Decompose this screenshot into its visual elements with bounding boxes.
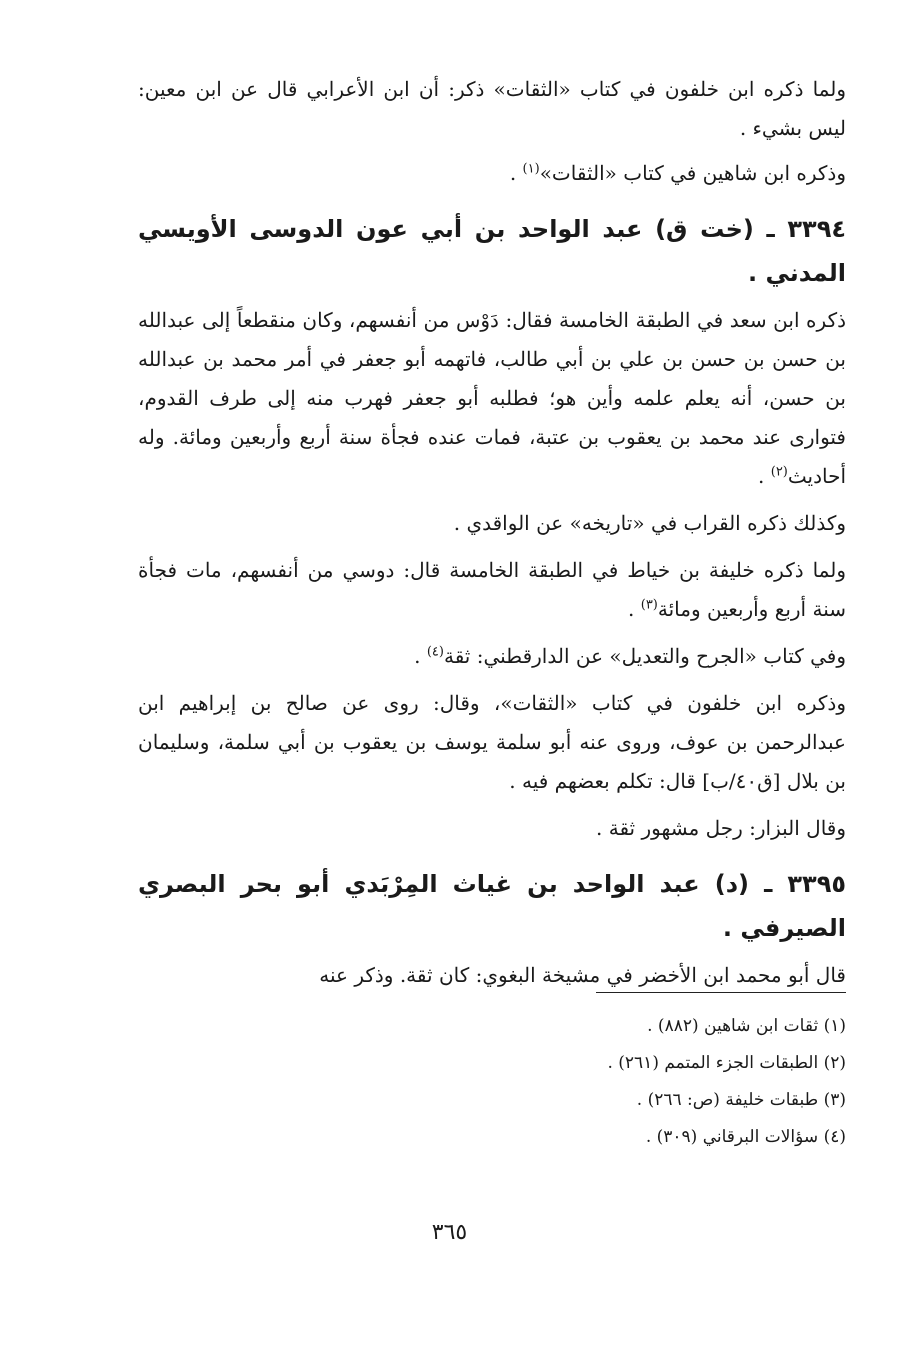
entry-3394-paragraph-3-tail: .: [628, 597, 641, 621]
entry-3394-paragraph-4-tail: .: [414, 644, 427, 668]
entry-3394-paragraph-5: وذكره ابن خلفون في كتاب «الثقات»، وقال: روى عن صالح بن إبراهيم ابن عبدالرحمن بن عوف، وروى عنه أبو سلمة يوسف بن يعقوب بن أبي سلمة، وسليمان بن بلال [ق٤٠/ب] قال: تكلم بعضهم فيه .: [138, 691, 846, 793]
entry-3394-paragraph-6: وقال البزار: رجل مشهور ثقة .: [596, 816, 846, 840]
paragraph-ibn-shahin: [138, 154, 846, 193]
paragraph-ibn-khalfun-intro: ولما ذكره ابن خلفون في كتاب «الثقات» ذكر: أن ابن الأعرابي قال عن ابن معين: ليس بشيء .: [138, 77, 846, 140]
entry-3394-paragraph-4-text: وفي كتاب «الجرح والتعديل» عن الدارقطني: ثقة: [443, 644, 846, 668]
entry-3394-paragraph-3: [138, 551, 846, 629]
main-text: [138, 70, 846, 1003]
entry-3395-paragraph-1: قال أبو محمد ابن الأخضر في مشيخة البغوي: كان ثقة. وذكر عنه: [319, 963, 846, 987]
footnote-4: (٤) سؤالات البرقاني (٣٠٩) .: [645, 1127, 846, 1147]
paragraph-ibn-shahin-tail: .: [509, 161, 523, 185]
footnotes: [138, 1008, 846, 1156]
entry-heading-3394: ٣٣٩٤ ـ (خت ق) عبد الواحد بن أبي عون الدوسى الأويسي المدني .: [138, 215, 846, 287]
footnote-ref-2: (٢): [770, 464, 788, 480]
footnote-ref-4: (٤): [426, 644, 444, 660]
entry-3394-paragraph-3-text: ولما ذكره خليفة بن خياط في الطبقة الخامسة قال: دوسي من أنفسهم، مات فجأة سنة أربع وأربعين ومائة: [138, 558, 846, 621]
entry-3394-paragraph-1-tail: .: [758, 464, 771, 488]
footnote-3: (٣) طبقات خليفة (ص: ٢٦٦) .: [636, 1090, 846, 1110]
footnote-1: (١) ثقات ابن شاهين (٨٨٢) .: [647, 1016, 846, 1036]
footnote-ref-3: (٣): [640, 597, 658, 613]
entry-3394-paragraph-2: وكذلك ذكره القراب في «تاريخه» عن الواقدي .: [453, 511, 846, 535]
footnote-2: (٢) الطبقات الجزء المتمم (٢٦١) .: [607, 1053, 846, 1073]
footnote-divider: [596, 992, 846, 993]
paragraph-ibn-shahin-text: وذكره ابن شاهين في كتاب «الثقات»: [539, 161, 846, 185]
entry-3394-paragraph-1: [138, 301, 846, 496]
entry-3394-paragraph-4: [138, 637, 846, 676]
entry-heading-3395: ٣٣٩٥ ـ (د) عبد الواحد بن غياث المِرْبَدي أبو بحر البصري الصيرفي .: [138, 870, 846, 942]
footnote-ref-1: (١): [522, 161, 540, 177]
entry-3394-paragraph-1-text: ذكره ابن سعد في الطبقة الخامسة فقال: دَوْس من أنفسهم، وكان منقطعاً إلى عبدالله بن حسن بن حسن بن علي بن أبي طالب، فاتهمه أبو جعفر في أمر محمد بن عبدالله بن حسن، أنه يعلم علمه وأين هو؛ فطلبه أبو جعفر فهرب منه إلى طرف القدوم، فتوارى عند محمد بن يعقوب بن عتبة، فمات عنده فجأة سنة أربع وأربعين ومائة. وله أحاديث: [138, 308, 846, 488]
page-number: ٣٦٥: [431, 1220, 468, 1245]
